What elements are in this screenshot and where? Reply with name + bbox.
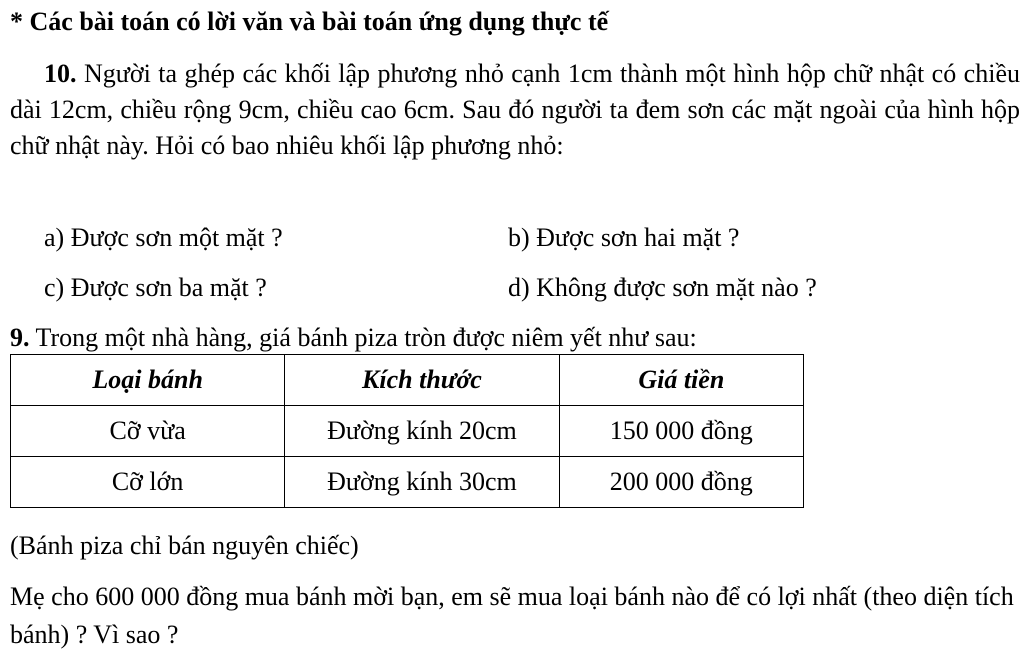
option-d: d) Không được sơn mặt nào ? [508,273,817,302]
cell-price: 200 000 đồng [559,457,803,508]
header-size: Kích thước [285,355,559,406]
cell-size: Đường kính 30cm [285,457,559,508]
cell-type: Cỡ lớn [11,457,285,508]
problem-10 [10,56,1020,164]
problem-9-number: 9. [10,323,30,352]
header-pizza-type: Loại bánh [11,355,285,406]
table-header-row [11,355,804,406]
section-heading: * Các bài toán có lời văn và bài toán ứng dụng thực tế [10,7,609,36]
cell-price: 150 000 đồng [559,406,803,457]
table-row [11,457,804,508]
pizza-price-table [10,354,804,508]
header-price: Giá tiền [559,355,803,406]
table-row [11,406,804,457]
problem-10-text: Người ta ghép các khối lập phương nhỏ cạnh 1cm thành một hình hộp chữ nhật có chiều dài 12cm, chiều rộng 9cm, chiều cao 6cm. Sau đó người ta đem sơn các mặt ngoài của hình hộp chữ nhật này. Hỏi có bao nhiêu khối lập phương nhỏ: [10,59,1020,160]
option-a: a) Được sơn một mặt ? [44,223,283,252]
note-text: (Bánh piza chỉ bán nguyên chiếc) [10,531,359,560]
problem-10-number: 10. [44,59,77,88]
question-text: Mẹ cho 600 000 đồng mua bánh mời bạn, em sẽ mua loại bánh nào để có lợi nhất (theo diện tích bánh) ? Vì sao ? [10,582,1014,649]
option-c: c) Được sơn ba mặt ? [44,273,267,302]
problem-9 [10,320,697,356]
cell-size: Đường kính 20cm [285,406,559,457]
option-b: b) Được sơn hai mặt ? [508,223,740,252]
problem-9-text: Trong một nhà hàng, giá bánh piza tròn được niêm yết như sau: [35,323,697,352]
cell-type: Cỡ vừa [11,406,285,457]
